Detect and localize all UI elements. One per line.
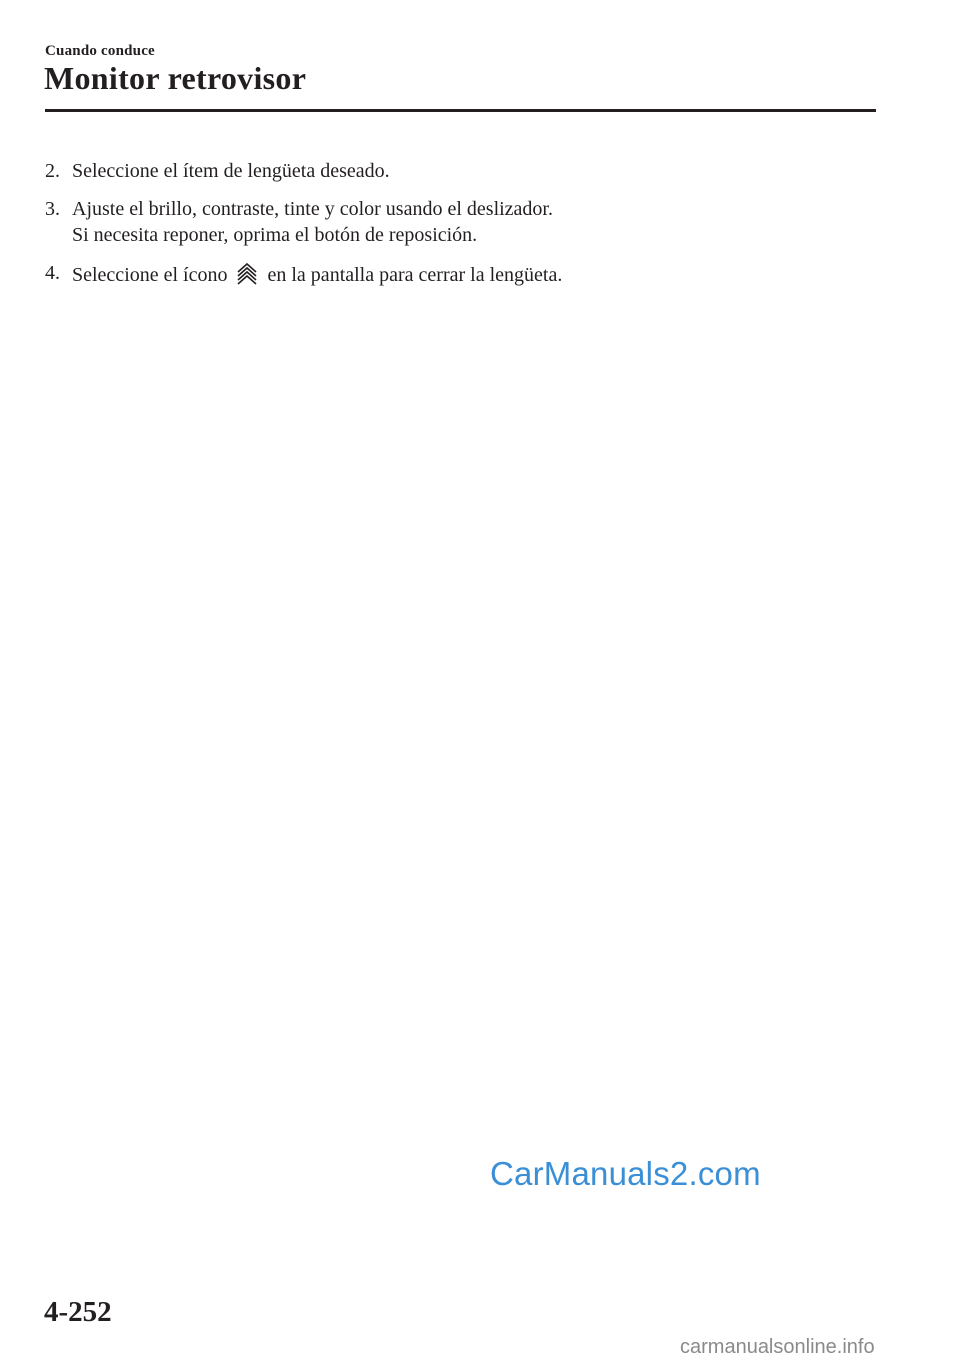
step-number: 3. xyxy=(45,198,60,220)
step-line: Si necesita reponer, oprima el botón de reposición. xyxy=(72,224,478,246)
watermark: CarManuals2.com xyxy=(490,1155,761,1192)
title-divider xyxy=(45,109,876,112)
page-number: 4-252 xyxy=(44,1296,112,1328)
step-text xyxy=(72,196,845,248)
step-number: 2. xyxy=(45,160,60,182)
step-item xyxy=(45,158,845,184)
step-text-before-icon: Seleccione el ícono xyxy=(72,264,228,286)
page-title: Monitor retrovisor xyxy=(44,60,307,96)
step-text xyxy=(72,260,845,288)
instruction-steps xyxy=(45,158,845,300)
step-text xyxy=(72,158,845,184)
step-line: Seleccione el ítem de lengüeta deseado. xyxy=(72,160,390,182)
step-number: 4. xyxy=(45,262,60,284)
step-item xyxy=(45,260,845,288)
step-item xyxy=(45,196,845,248)
step-line: Ajuste el brillo, contraste, tinte y color usando el deslizador. xyxy=(72,198,553,220)
step-text-after-icon: en la pantalla para cerrar la lengüeta. xyxy=(267,264,563,286)
double-chevron-up-icon xyxy=(234,260,260,286)
footer-site-watermark: carmanualsonline.info xyxy=(680,1336,875,1358)
section-label: Cuando conduce xyxy=(45,43,155,59)
